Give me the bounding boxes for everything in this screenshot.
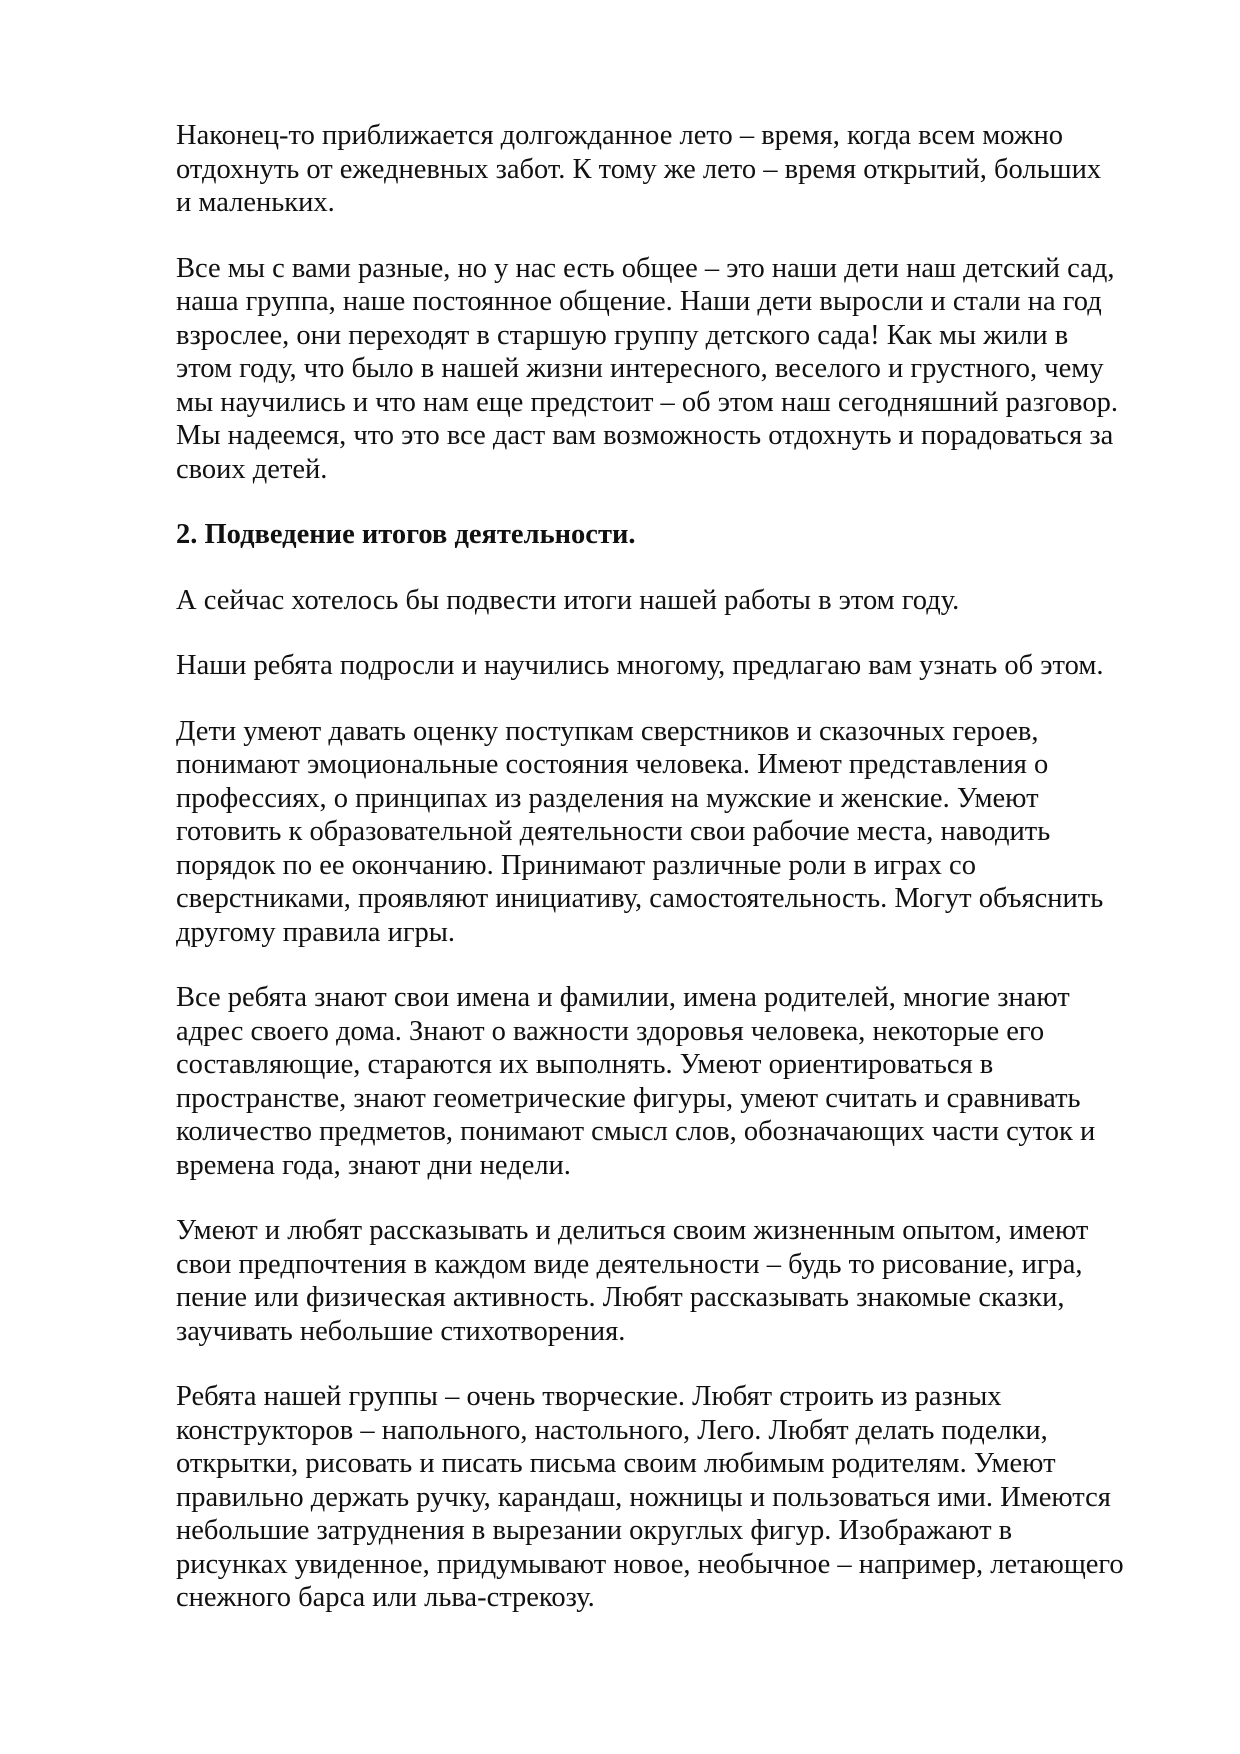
paragraph	[176, 1380, 1176, 1615]
text-line: Умеют и любят рассказывать и делиться своим жизненным опытом, имеют	[176, 1215, 1089, 1246]
section-heading	[176, 518, 1176, 552]
text-line: порядок по ее окончанию. Принимают различные роли в играх со	[176, 849, 976, 881]
text-line: адрес своего дома. Знают о важности здоровья человека, некоторые его	[176, 1015, 1045, 1047]
text-line: заучивать небольшие стихотворения.	[176, 1315, 626, 1347]
text-line: 2. Подведение итогов деятельности.	[176, 519, 636, 550]
text-line: свои предпочтения в каждом виде деятельности – будь то рисование, игра,	[176, 1248, 1083, 1280]
text-line: Дети умеют давать оценку поступкам сверстников и сказочных героев,	[176, 715, 1039, 747]
paragraph	[176, 119, 1176, 220]
document-page	[176, 119, 1176, 1647]
text-line: отдохнуть от ежедневных забот. К тому же лето – время открытий, больших	[176, 153, 1102, 185]
text-line: пространстве, знают геометрические фигуры, умеют считать и сравнивать	[176, 1082, 1081, 1114]
text-line: времена года, знают дни недели.	[176, 1149, 571, 1181]
text-line: правильно держать ручку, карандаш, ножницы и пользоваться ими. Имеются	[176, 1481, 1111, 1513]
text-line: пение или физическая активность. Любят рассказывать знакомые сказки,	[176, 1282, 1065, 1313]
text-line: конструкторов – напольного, настольного, Лего. Любят делать поделки,	[176, 1414, 1048, 1446]
text-line: А сейчас хотелось бы подвести итоги нашей работы в этом году.	[176, 584, 960, 616]
text-line: этом году, что было в нашей жизни интересного, веселого и грустного, чему	[176, 353, 1104, 384]
text-line: другому правила игры.	[176, 916, 456, 948]
text-line: готовить к образовательной деятельности свои рабочие места, наводить	[176, 816, 1051, 847]
text-line: Наконец-то приближается долгожданное лето – время, когда всем можно	[176, 120, 1064, 151]
text-line: Ребята нашей группы – очень творческие. Любят строить из разных	[176, 1381, 1002, 1412]
text-line: Все ребята знают свои имена и фамилии, имена родителей, многие знают	[176, 982, 1070, 1013]
text-line: сверстниками, проявляют инициативу, самостоятельность. Могут объяснить	[176, 883, 1104, 914]
paragraph	[176, 584, 1176, 618]
text-line: Мы надеемся, что это все даст вам возможность отдохнуть и порадоваться за	[176, 420, 1114, 451]
paragraph	[176, 252, 1176, 487]
paragraph	[176, 1214, 1176, 1348]
text-line: своих детей.	[176, 453, 328, 485]
text-line: составляющие, стараются их выполнять. Умеют ориентироваться в	[176, 1049, 994, 1080]
text-line: наша группа, наше постоянное общение. Наши дети выросли и стали на год	[176, 286, 1102, 317]
text-line: и маленьких.	[176, 187, 335, 218]
text-line: понимают эмоциональные состояния человека. Имеют представления о	[176, 749, 1049, 780]
paragraph	[176, 649, 1176, 683]
text-line: Все мы с вами разные, но у нас есть общее – это наши дети наш детский сад,	[176, 252, 1115, 284]
text-line: Наши ребята подросли и научились многому, предлагаю вам узнать об этом.	[176, 650, 1104, 681]
text-line: количество предметов, понимают смысл слов, обозначающих части суток и	[176, 1116, 1096, 1147]
text-line: открытки, рисовать и писать письма своим любимым родителям. Умеют	[176, 1448, 1056, 1479]
text-line: взрослее, они переходят в старшую группу детского сада! Как мы жили в	[176, 319, 1069, 351]
text-line: мы научились и что нам еще предстоит – об этом наш сегодняшний разговор.	[176, 386, 1118, 418]
text-line: рисунках увиденное, придумывают новое, необычное – например, летающего	[176, 1548, 1124, 1580]
text-line: снежного барса или льва-стрекозу.	[176, 1582, 595, 1613]
text-line: профессиях, о принципах из разделения на мужские и женские. Умеют	[176, 782, 1039, 814]
text-line: небольшие затруднения в вырезании округлых фигур. Изображают в	[176, 1515, 1013, 1546]
paragraph	[176, 981, 1176, 1182]
paragraph	[176, 715, 1176, 950]
